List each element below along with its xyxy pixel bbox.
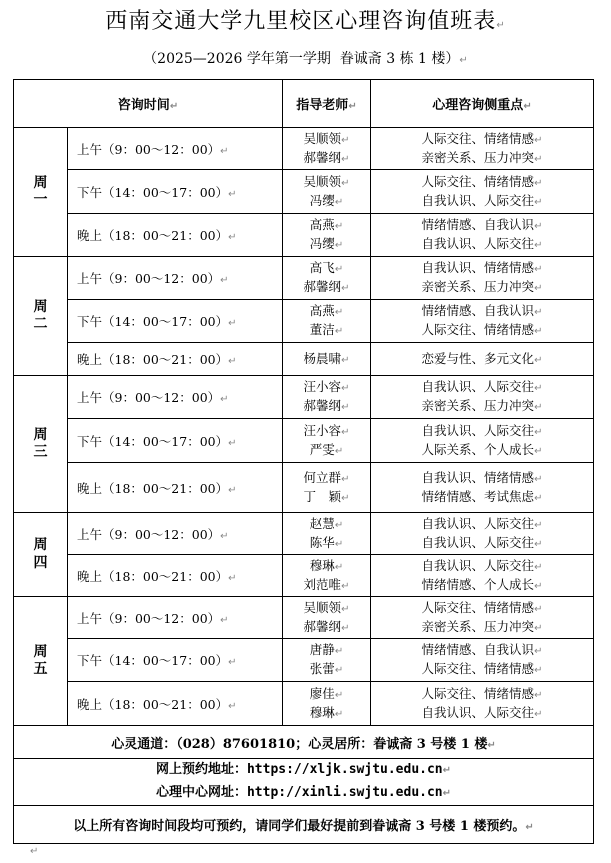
table-row <box>14 214 594 257</box>
focus-item: 情绪情感、自我认识↵ <box>421 217 543 232</box>
focus-item: 自我认识、人际交往↵ <box>421 379 543 394</box>
table-row <box>14 343 594 376</box>
day-cell <box>14 128 68 257</box>
focus-item: 人际交往、情绪情感↵ <box>421 661 543 676</box>
day-label: 周 三 <box>33 426 48 460</box>
header-time: 咨询时间↵ <box>14 80 283 128</box>
day-label: 周 一 <box>33 174 48 208</box>
footer-note: 以上所有咨询时间段均可预约，请同学们最好提前到眷诚斋 3 号楼 1 楼预约。↵ <box>14 806 594 844</box>
time-slot-text: 上午（9：00～12：00） <box>77 526 221 542</box>
page-title: 西南交通大学九里校区心理咨询值班表↵ <box>105 9 506 34</box>
focus-cell <box>371 128 594 170</box>
paragraph-mark: ↵ <box>228 484 237 496</box>
focus-cell <box>371 555 594 597</box>
focus-cell <box>371 343 594 376</box>
time-slot-text: 晚上（18：00～21：00） <box>77 228 229 243</box>
teacher-name: 郝馨纲↵ <box>303 618 350 634</box>
time-slot <box>68 170 283 214</box>
teacher-name: 冯缨↵ <box>309 236 344 251</box>
table-row <box>14 257 594 300</box>
focus-cell <box>371 257 594 300</box>
teacher-name: 何立群↵ <box>303 469 350 485</box>
focus-item: 情绪情感、考试焦虑↵ <box>421 488 543 504</box>
focus-item: 人际交往、情绪情感↵ <box>421 685 543 701</box>
focus-item: 人际交往、情绪情感↵ <box>421 130 543 146</box>
paragraph-mark: ↵ <box>30 846 39 857</box>
focus-cell <box>371 513 594 555</box>
time-slot-text: 下午（14：00～17：00） <box>77 653 229 668</box>
teacher-cell <box>283 257 371 300</box>
table-row <box>14 300 594 343</box>
teacher-name: 廖佳↵ <box>309 685 344 701</box>
day-cell <box>14 376 68 513</box>
teacher-cell <box>283 513 371 555</box>
paragraph-mark: ↵ <box>228 437 237 449</box>
paragraph-mark: ↵ <box>228 318 237 329</box>
time-slot-text: 晚上（18：00～21：00） <box>77 696 229 712</box>
focus-cell <box>371 597 594 639</box>
booking-link[interactable]: https://xljk.swjtu.edu.cn <box>246 762 443 777</box>
teacher-cell <box>283 682 371 726</box>
time-slot <box>68 300 283 343</box>
focus-item: 自我认识、人际交往↵ <box>421 236 543 251</box>
table-row <box>14 463 594 513</box>
time-slot <box>68 257 283 300</box>
teacher-cell <box>283 597 371 639</box>
focus-item: 自我认识、人际交往↵ <box>421 192 543 208</box>
table-row <box>14 639 594 682</box>
footer-links-row <box>14 759 594 806</box>
time-slot <box>68 555 283 597</box>
time-slot-text: 上午（9：00～12：00） <box>77 610 221 626</box>
focus-item: 情绪情感、个人成长↵ <box>421 576 543 592</box>
paragraph-mark: ↵ <box>228 657 237 668</box>
time-slot <box>68 513 283 555</box>
focus-item: 亲密关系、压力冲突↵ <box>421 149 543 165</box>
paragraph-mark: ↵ <box>220 394 229 405</box>
time-slot <box>68 419 283 463</box>
table-row <box>14 682 594 726</box>
site-link[interactable]: http://xinli.swjtu.edu.cn <box>246 785 443 800</box>
focus-cell <box>371 639 594 682</box>
teacher-cell <box>283 555 371 597</box>
teacher-cell <box>283 128 371 170</box>
teacher-name: 丁 颖↵ <box>303 488 350 504</box>
table-header-row <box>14 80 594 128</box>
teacher-name: 唐静↵ <box>309 642 344 657</box>
time-slot <box>68 463 283 513</box>
table-row <box>14 376 594 419</box>
paragraph-mark: ↵ <box>228 572 237 584</box>
teacher-name: 吴顺领↵ <box>303 599 350 615</box>
teacher-name: 刘范唯↵ <box>303 576 350 592</box>
time-slot-text: 晚上（18：00～21：00） <box>77 568 229 584</box>
focus-item: 人际关系、个人成长↵ <box>421 441 543 457</box>
teacher-cell <box>283 639 371 682</box>
paragraph-mark: ↵ <box>220 530 229 542</box>
time-slot <box>68 214 283 257</box>
focus-item: 自我认识、情绪情感↵ <box>421 260 543 275</box>
teacher-name: 郝馨纲↵ <box>303 279 350 294</box>
teacher-cell <box>283 463 371 513</box>
focus-item: 人际交往、情绪情感↵ <box>421 322 543 337</box>
teacher-name: 高燕↵ <box>309 217 344 232</box>
time-slot-text: 晚上（18：00～21：00） <box>77 352 229 367</box>
time-slot <box>68 597 283 639</box>
time-slot-text: 下午（14：00～17：00） <box>77 314 229 329</box>
focus-item: 亲密关系、压力冲突↵ <box>421 279 543 294</box>
focus-item: 自我认识、人际交往↵ <box>421 534 543 550</box>
table-row <box>14 128 594 170</box>
teacher-name: 严雯↵ <box>309 441 344 457</box>
teacher-name: 张蕾↵ <box>309 661 344 676</box>
footer-hotline-row <box>14 726 594 759</box>
teacher-cell <box>283 170 371 214</box>
focus-item: 自我认识、人际交往↵ <box>421 515 543 531</box>
teacher-name: 郝馨纲↵ <box>303 398 350 413</box>
time-slot <box>68 128 283 170</box>
table-row <box>14 555 594 597</box>
time-slot-text: 上午（9：00～12：00） <box>77 390 221 405</box>
paragraph-mark: ↵ <box>228 700 237 712</box>
focus-cell <box>371 300 594 343</box>
teacher-name: 杨晨啸↵ <box>303 350 350 366</box>
paragraph-mark: ↵ <box>228 356 237 367</box>
page-subtitle: （2025—2026 学年第一学期 眷诚斋 3 栋 1 楼）↵ <box>143 51 468 67</box>
paragraph-mark: ↵ <box>228 188 237 200</box>
time-slot <box>68 343 283 376</box>
focus-cell <box>371 376 594 419</box>
footer-note-row <box>14 806 594 844</box>
focus-cell <box>371 463 594 513</box>
focus-item: 人际交往、情绪情感↵ <box>421 173 543 189</box>
time-slot <box>68 639 283 682</box>
focus-item: 亲密关系、压力冲突↵ <box>421 618 543 634</box>
paragraph-mark: ↵ <box>220 145 229 157</box>
focus-cell <box>371 682 594 726</box>
teacher-name: 赵慧↵ <box>309 515 344 531</box>
teacher-name: 汪小容↵ <box>303 379 350 394</box>
focus-item: 自我认识、情绪情感↵ <box>421 469 543 485</box>
time-slot-text: 上午（9：00～12：00） <box>77 141 221 157</box>
teacher-name: 吴顺领↵ <box>303 130 350 146</box>
paragraph-mark: ↵ <box>220 275 229 286</box>
teacher-name: 高飞↵ <box>309 260 344 275</box>
focus-cell <box>371 419 594 463</box>
table-row <box>14 597 594 639</box>
schedule-table <box>13 79 594 844</box>
teacher-name: 穆琳↵ <box>309 704 344 720</box>
focus-cell <box>371 170 594 214</box>
day-label: 周 五 <box>33 643 48 677</box>
time-slot-text: 下午（14：00～17：00） <box>77 433 229 449</box>
focus-item: 自我认识、人际交往↵ <box>421 422 543 438</box>
time-slot-text: 上午（9：00～12：00） <box>77 271 221 286</box>
focus-item: 亲密关系、压力冲突↵ <box>421 398 543 413</box>
teacher-cell <box>283 419 371 463</box>
teacher-name: 吴顺领↵ <box>303 173 350 189</box>
teacher-name: 郝馨纲↵ <box>303 149 350 165</box>
focus-cell <box>371 214 594 257</box>
day-cell <box>14 257 68 376</box>
teacher-name: 高燕↵ <box>309 303 344 318</box>
site-line: 心理中心网址：http://xinli.swjtu.edu.cn↵ <box>155 785 452 800</box>
paragraph-mark: ↵ <box>220 614 229 626</box>
focus-item: 情绪情感、自我认识↵ <box>421 303 543 318</box>
teacher-name: 冯缨↵ <box>309 192 344 208</box>
focus-item: 人际交往、情绪情感↵ <box>421 599 543 615</box>
teacher-name: 汪小容↵ <box>303 422 350 438</box>
focus-item: 情绪情感、自我认识↵ <box>421 642 543 657</box>
footer-hotline: 心灵通道：（028）87601810；心灵居所：眷诚斋 3 号楼 1 楼↵ <box>14 726 594 759</box>
day-cell <box>14 597 68 726</box>
paragraph-mark: ↵ <box>228 232 237 243</box>
booking-line: 网上预约地址：https://xljk.swjtu.edu.cn↵ <box>155 762 452 777</box>
teacher-name: 穆琳↵ <box>309 557 344 573</box>
teacher-name: 陈华↵ <box>309 534 344 550</box>
focus-item: 恋爱与性、多元文化↵ <box>421 350 543 366</box>
table-row <box>14 419 594 463</box>
time-slot <box>68 376 283 419</box>
day-cell <box>14 513 68 597</box>
teacher-name: 董洁↵ <box>309 322 344 337</box>
time-slot-text: 晚上（18：00～21：00） <box>77 480 229 496</box>
teacher-cell <box>283 214 371 257</box>
time-slot-text: 下午（14：00～17：00） <box>77 184 229 200</box>
day-label: 周 二 <box>33 298 48 332</box>
day-label: 周 四 <box>33 537 48 571</box>
table-row <box>14 513 594 555</box>
teacher-cell <box>283 300 371 343</box>
focus-item: 自我认识、人际交往↵ <box>421 704 543 720</box>
table-row <box>14 170 594 214</box>
header-teacher: 指导老师↵ <box>283 80 371 128</box>
teacher-cell <box>283 376 371 419</box>
focus-item: 自我认识、人际交往↵ <box>421 557 543 573</box>
teacher-cell <box>283 343 371 376</box>
header-focus: 心理咨询侧重点↵ <box>371 80 594 128</box>
time-slot <box>68 682 283 726</box>
